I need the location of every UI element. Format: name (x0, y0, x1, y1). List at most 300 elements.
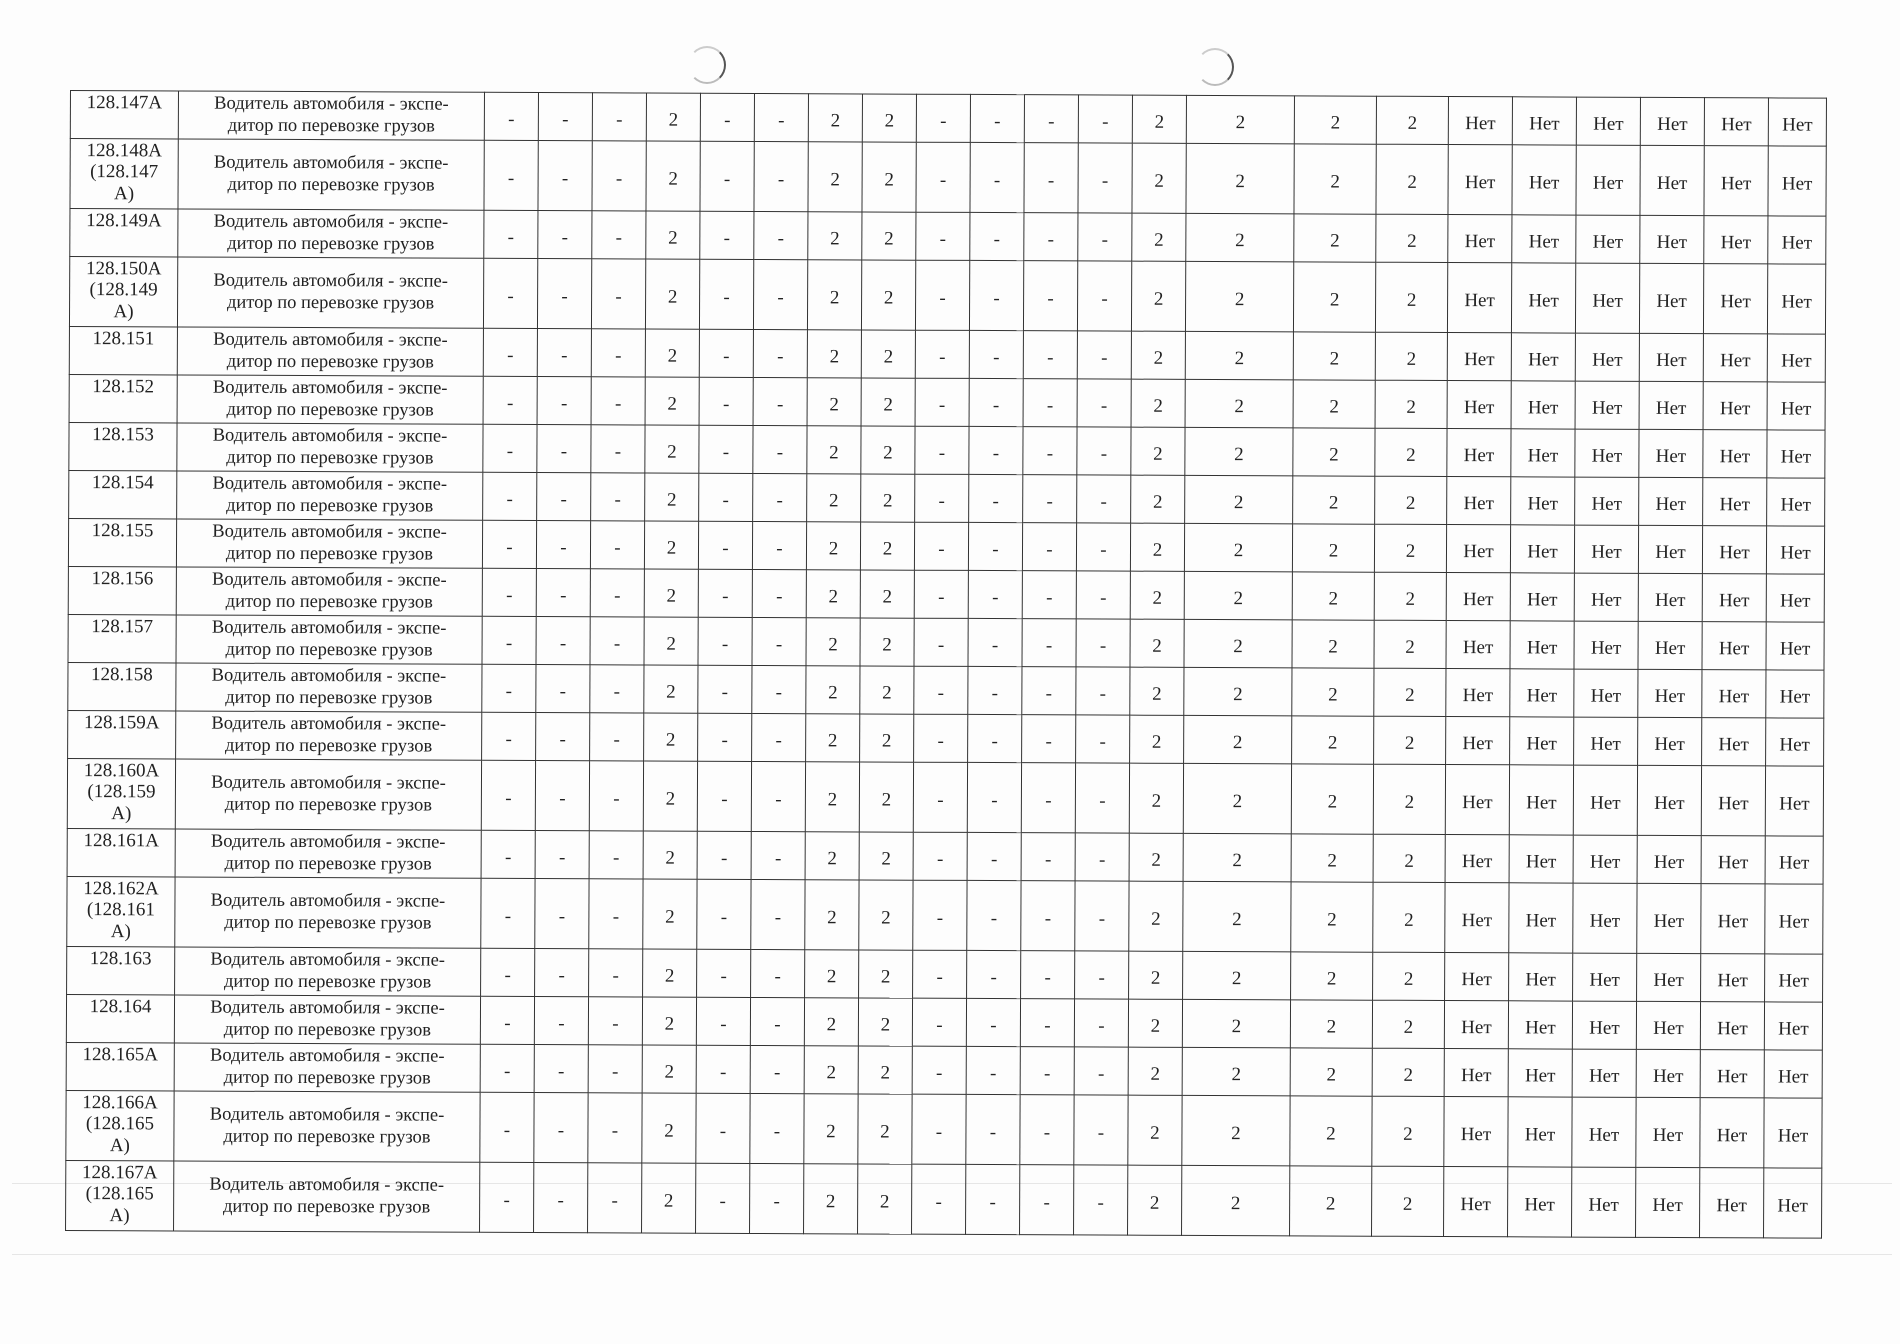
value-cell: 2 (1290, 1166, 1372, 1236)
value-cell: Нет (1510, 669, 1574, 717)
value-cell: - (970, 94, 1024, 142)
value-cell: Нет (1640, 97, 1704, 145)
position-code-line: 128.151 (92, 328, 155, 350)
position-name-line: Водитель автомобиля - экспе- (212, 473, 448, 495)
position-code-line: (128.161 (86, 899, 155, 921)
value-cell: - (697, 879, 751, 949)
position-name-line: дитор по перевозке грузов (226, 292, 435, 314)
value-cell: - (1075, 881, 1129, 951)
value-cell: Нет (1572, 1167, 1636, 1237)
value-cell: - (966, 1164, 1020, 1234)
value-cell: - (1077, 475, 1131, 523)
value-cell: - (969, 426, 1023, 474)
value-cell: - (481, 760, 535, 830)
value-cell: 2 (861, 378, 915, 426)
value-cell: - (754, 211, 808, 259)
position-name-line: дитор по перевозке грузов (226, 399, 434, 421)
value-cell: - (968, 570, 1022, 618)
value-cell: - (537, 329, 591, 377)
position-code-line: (128.159 (87, 781, 156, 803)
value-cell: - (753, 473, 807, 521)
value-cell: - (538, 141, 592, 211)
value-cell: - (969, 330, 1023, 378)
value-cell: Нет (1702, 622, 1766, 670)
table-row (69, 257, 1825, 335)
position-name-cell (178, 91, 484, 140)
value-cell: 2 (1130, 523, 1184, 571)
table-row (68, 614, 1824, 670)
position-name-cell (174, 1091, 480, 1162)
value-cell: - (1076, 667, 1130, 715)
value-cell: Нет (1640, 215, 1704, 263)
value-cell: 2 (1183, 881, 1291, 951)
value-cell: - (590, 665, 644, 713)
value-cell: - (1077, 261, 1131, 331)
value-cell: 2 (1375, 476, 1447, 524)
position-name-line: дитор по перевозке грузов (227, 174, 435, 196)
position-code-cell (70, 139, 178, 209)
value-cell: - (1020, 1047, 1074, 1095)
value-cell: 2 (1130, 619, 1184, 667)
value-cell: - (698, 569, 752, 617)
value-cell: 2 (1130, 715, 1184, 763)
value-cell: - (1076, 619, 1130, 667)
position-name-cell (174, 1161, 480, 1232)
table-row (69, 422, 1825, 478)
value-cell: 2 (1293, 262, 1375, 332)
value-cell: Нет (1575, 477, 1639, 525)
value-cell: Нет (1704, 98, 1768, 146)
value-cell: 2 (1128, 1095, 1182, 1165)
value-cell: 2 (1129, 763, 1183, 833)
value-cell: - (484, 140, 538, 210)
value-cell: Нет (1639, 333, 1703, 381)
value-cell: 2 (806, 618, 860, 666)
position-name-line: Водитель автомобиля - экспе- (211, 617, 447, 639)
value-cell: Нет (1512, 145, 1576, 215)
value-cell: - (480, 1092, 534, 1162)
value-cell: - (588, 1163, 642, 1233)
position-name-line: Водитель автомобиля - экспе- (212, 377, 448, 399)
value-cell: - (538, 211, 592, 259)
value-cell: Нет (1510, 621, 1574, 669)
value-cell: - (483, 376, 537, 424)
value-cell: 2 (1131, 261, 1185, 331)
value-cell: Нет (1639, 263, 1703, 333)
value-cell: 2 (1294, 96, 1376, 144)
value-cell: 2 (1293, 476, 1375, 524)
value-cell: - (1074, 1095, 1128, 1165)
position-name-cell (175, 877, 481, 948)
position-code-cell (66, 1090, 174, 1160)
position-code-cell (67, 946, 175, 994)
value-cell: 2 (1186, 143, 1294, 213)
position-name-line: дитор по перевозке грузов (223, 1019, 432, 1041)
value-cell: Нет (1704, 216, 1768, 264)
value-cell: - (590, 713, 644, 761)
position-name-line: дитор по перевозке грузов (227, 233, 435, 255)
table-row (67, 758, 1823, 836)
value-cell: - (912, 998, 966, 1046)
position-code-line: 128.166А (82, 1092, 158, 1114)
value-cell: - (966, 1094, 1020, 1164)
position-name-line: Водитель автомобиля - экспе- (209, 1174, 445, 1196)
table-row (67, 828, 1823, 884)
value-cell: - (1021, 763, 1075, 833)
value-cell: 2 (645, 425, 699, 473)
value-cell: - (696, 997, 750, 1045)
value-cell: - (1078, 143, 1132, 213)
position-name-line: дитор по перевозке грузов (226, 351, 434, 373)
position-code-cell (69, 422, 177, 470)
value-cell: Нет (1574, 669, 1638, 717)
value-cell: Нет (1444, 1167, 1508, 1237)
value-cell: 2 (861, 330, 915, 378)
position-name-line: Водитель автомобиля - экспе- (213, 329, 448, 351)
value-cell: - (1023, 475, 1077, 523)
value-cell: - (591, 473, 645, 521)
value-cell: - (480, 1044, 534, 1092)
value-cell: 2 (645, 259, 699, 329)
value-cell: Нет (1446, 717, 1510, 765)
value-cell: Нет (1701, 954, 1765, 1002)
value-cell: - (1076, 715, 1130, 763)
value-cell: - (1074, 999, 1128, 1047)
value-cell: Нет (1768, 216, 1826, 264)
value-cell: Нет (1640, 145, 1704, 215)
value-cell: 2 (1375, 428, 1447, 476)
value-cell: 2 (805, 762, 859, 832)
value-cell: - (484, 210, 538, 258)
position-code-cell (67, 876, 175, 946)
value-cell: Нет (1767, 382, 1825, 430)
value-cell: - (752, 521, 806, 569)
value-cell: 2 (860, 666, 914, 714)
position-name-line: дитор по перевозке грузов (225, 543, 434, 565)
value-cell: 2 (644, 569, 698, 617)
value-cell: 2 (860, 618, 914, 666)
value-cell: Нет (1766, 670, 1824, 718)
position-name-line: Водитель автомобиля - экспе- (209, 1104, 445, 1126)
value-cell: 2 (805, 832, 859, 880)
position-name-line: Водитель автомобиля - экспе- (211, 665, 447, 687)
value-cell: - (753, 425, 807, 473)
value-cell: Нет (1445, 883, 1509, 953)
position-code-line: (128.165 (85, 1113, 155, 1135)
value-cell: - (1020, 1165, 1074, 1235)
value-cell: 2 (1293, 380, 1375, 428)
value-cell: 2 (646, 141, 700, 211)
value-cell: - (699, 329, 753, 377)
value-cell: 2 (807, 474, 861, 522)
value-cell: - (1078, 95, 1132, 143)
value-cell: Нет (1765, 884, 1823, 954)
value-cell: - (588, 1093, 642, 1163)
value-cell: Нет (1766, 622, 1824, 670)
value-cell: Нет (1637, 765, 1701, 835)
value-cell: - (588, 997, 642, 1045)
value-cell: 2 (860, 570, 914, 618)
table-row (68, 662, 1824, 718)
value-cell: 2 (1182, 1095, 1290, 1165)
value-cell: - (752, 617, 806, 665)
value-cell: Нет (1510, 525, 1574, 573)
value-cell: Нет (1444, 1001, 1508, 1049)
value-cell: - (913, 950, 967, 998)
value-cell: Нет (1702, 526, 1766, 574)
value-cell: 2 (1373, 952, 1445, 1000)
value-cell: Нет (1511, 333, 1575, 381)
value-cell: 2 (1132, 213, 1186, 261)
punch-hole-mark (688, 46, 726, 84)
value-cell: Нет (1445, 765, 1509, 835)
value-cell: 2 (1128, 1047, 1182, 1095)
value-cell: - (536, 521, 590, 569)
value-cell: 2 (1374, 716, 1446, 764)
value-cell: - (752, 713, 806, 761)
value-cell: 2 (1376, 144, 1448, 214)
value-cell: Нет (1510, 717, 1574, 765)
value-cell: - (1023, 379, 1077, 427)
position-code-cell (68, 614, 176, 662)
value-cell: Нет (1704, 146, 1768, 216)
value-cell: 2 (1294, 144, 1376, 214)
value-cell: - (484, 92, 538, 140)
value-cell: 2 (1185, 379, 1293, 427)
value-cell: 2 (642, 1093, 696, 1163)
value-cell: 2 (1375, 380, 1447, 428)
value-cell: - (751, 761, 805, 831)
value-cell: 2 (1184, 571, 1292, 619)
value-cell: - (696, 1093, 750, 1163)
position-name-cell (177, 257, 483, 328)
position-name-cell (177, 471, 483, 520)
value-cell: 2 (1129, 951, 1183, 999)
value-cell: - (1024, 213, 1078, 261)
value-cell: - (912, 1164, 966, 1234)
value-cell: 2 (806, 570, 860, 618)
value-cell: - (535, 761, 589, 831)
position-code-cell (66, 1160, 174, 1230)
value-cell: Нет (1638, 621, 1702, 669)
position-code-line: А) (109, 1204, 130, 1226)
value-cell: Нет (1702, 574, 1766, 622)
value-cell: - (536, 665, 590, 713)
value-cell: Нет (1573, 835, 1637, 883)
position-name-line: дитор по перевозке грузов (225, 591, 433, 613)
value-cell: - (752, 665, 806, 713)
value-cell: 2 (1183, 833, 1291, 881)
value-cell: Нет (1638, 717, 1702, 765)
value-cell: 2 (642, 1045, 696, 1093)
value-cell: 2 (807, 426, 861, 474)
position-code-line: 128.153 (92, 424, 154, 446)
value-cell: 2 (1372, 1096, 1444, 1166)
value-cell: 2 (1376, 96, 1448, 144)
value-cell: - (967, 880, 1021, 950)
value-cell: - (1076, 571, 1130, 619)
value-cell: Нет (1574, 717, 1638, 765)
value-cell: - (1020, 1095, 1074, 1165)
position-name-cell (175, 947, 481, 996)
position-code-cell (66, 1042, 174, 1090)
position-name-line: Водитель автомобиля - экспе- (210, 997, 445, 1019)
position-code-cell (66, 994, 174, 1042)
scan-artifact-line (12, 1254, 1892, 1255)
value-cell: 2 (858, 1094, 912, 1164)
position-code-line: А) (113, 300, 134, 322)
value-cell: Нет (1446, 525, 1510, 573)
value-cell: 2 (1131, 427, 1185, 475)
value-cell: 2 (1128, 999, 1182, 1047)
value-cell: - (537, 377, 591, 425)
value-cell: 2 (806, 714, 860, 762)
value-cell: 2 (808, 142, 862, 212)
position-code-line: 128.160А (83, 760, 160, 782)
value-cell: - (482, 520, 536, 568)
value-cell: - (591, 259, 645, 329)
value-cell: 2 (861, 260, 915, 330)
position-name-line: дитор по перевозке грузов (223, 1126, 431, 1148)
value-cell: - (535, 949, 589, 997)
value-cell: 2 (861, 474, 915, 522)
value-cell: - (966, 1046, 1020, 1094)
value-cell: - (914, 666, 968, 714)
value-cell: 2 (1292, 620, 1374, 668)
table-row (70, 209, 1826, 265)
position-code-line: 128.154 (91, 472, 154, 494)
value-cell: Нет (1700, 1098, 1764, 1168)
value-cell: - (698, 521, 752, 569)
value-cell: - (1024, 143, 1078, 213)
value-cell: Нет (1512, 215, 1576, 263)
value-cell: 2 (1290, 1096, 1372, 1166)
value-cell: Нет (1700, 1050, 1764, 1098)
value-cell: - (483, 258, 537, 328)
position-code-line: (128.147 (90, 161, 159, 183)
position-name-cell (175, 759, 481, 830)
value-cell: - (913, 880, 967, 950)
value-cell: Нет (1573, 765, 1637, 835)
value-cell: 2 (643, 949, 697, 997)
position-code-line: 128.159А (83, 712, 160, 734)
position-name-line: дитор по перевозке грузов (226, 495, 434, 517)
value-cell: - (592, 93, 646, 141)
value-cell: 2 (1185, 475, 1293, 523)
value-cell: 2 (804, 1046, 858, 1094)
value-cell: - (483, 424, 537, 472)
position-name-line: дитор по перевозке грузов (224, 912, 432, 934)
value-cell: 2 (642, 997, 696, 1045)
value-cell: Нет (1703, 478, 1767, 526)
value-cell: - (480, 996, 534, 1044)
value-cell: - (915, 260, 969, 330)
value-cell: - (753, 329, 807, 377)
value-cell: 2 (859, 762, 913, 832)
value-cell: - (915, 426, 969, 474)
value-cell: - (751, 879, 805, 949)
position-code-line: 128.161А (83, 830, 160, 852)
value-cell: - (1074, 1165, 1128, 1235)
value-cell: Нет (1765, 954, 1823, 1002)
value-cell: 2 (1292, 572, 1374, 620)
position-code-line: А) (110, 920, 131, 942)
value-cell: Нет (1448, 97, 1512, 145)
value-cell: - (698, 665, 752, 713)
value-cell: - (750, 1045, 804, 1093)
position-code-cell (69, 470, 177, 518)
value-cell: 2 (808, 94, 862, 142)
value-cell: - (968, 714, 1022, 762)
value-cell: - (916, 94, 970, 142)
value-cell: Нет (1637, 883, 1701, 953)
value-cell: - (914, 714, 968, 762)
value-cell: Нет (1703, 264, 1767, 334)
value-cell: 2 (862, 142, 916, 212)
position-code-line: 128.148А (86, 140, 163, 162)
value-cell: 2 (1374, 524, 1446, 572)
table-row (69, 326, 1825, 382)
value-cell: - (1078, 213, 1132, 261)
value-cell: 2 (1185, 261, 1293, 331)
value-cell: Нет (1700, 1002, 1764, 1050)
value-cell: - (1022, 571, 1076, 619)
value-cell: - (1077, 379, 1131, 427)
value-cell: Нет (1446, 669, 1510, 717)
value-cell: Нет (1766, 718, 1824, 766)
value-cell: 2 (1291, 882, 1373, 952)
value-cell: 2 (1184, 715, 1292, 763)
value-cell: Нет (1702, 670, 1766, 718)
position-code-line: А) (109, 1134, 130, 1156)
value-cell: - (1075, 833, 1129, 881)
position-code-line: 128.150А (85, 258, 162, 280)
value-cell: 2 (1373, 764, 1445, 834)
position-code-cell (70, 209, 178, 257)
value-cell: 2 (1374, 572, 1446, 620)
value-cell: - (750, 997, 804, 1045)
value-cell: - (537, 259, 591, 329)
value-cell: Нет (1768, 98, 1826, 146)
value-cell: 2 (1182, 999, 1290, 1047)
value-cell: - (537, 473, 591, 521)
value-cell: Нет (1764, 1098, 1822, 1168)
value-cell: - (967, 762, 1021, 832)
value-cell: Нет (1447, 263, 1511, 333)
value-cell: - (967, 832, 1021, 880)
value-cell: - (592, 141, 646, 211)
value-cell: 2 (805, 950, 859, 998)
value-cell: 2 (804, 1164, 858, 1234)
position-code-line: (128.149 (89, 279, 158, 301)
table-row (68, 518, 1824, 574)
value-cell: Нет (1767, 334, 1825, 382)
position-name-line: дитор по перевозке грузов (223, 1067, 431, 1089)
value-cell: Нет (1703, 382, 1767, 430)
position-name-line: Водитель автомобиля - экспе- (211, 713, 447, 735)
position-name-line: дитор по перевозке грузов (223, 971, 432, 993)
value-cell: - (536, 569, 590, 617)
value-cell: - (483, 472, 537, 520)
position-name-line: дитор по перевозке грузов (225, 639, 433, 661)
position-name-cell (177, 375, 483, 424)
value-cell: Нет (1448, 145, 1512, 215)
value-cell: Нет (1700, 1168, 1764, 1238)
value-cell: Нет (1701, 836, 1765, 884)
job-positions-table (65, 90, 1827, 1239)
value-cell: - (534, 997, 588, 1045)
position-name-line: Водитель автомобиля - экспе- (211, 772, 446, 794)
